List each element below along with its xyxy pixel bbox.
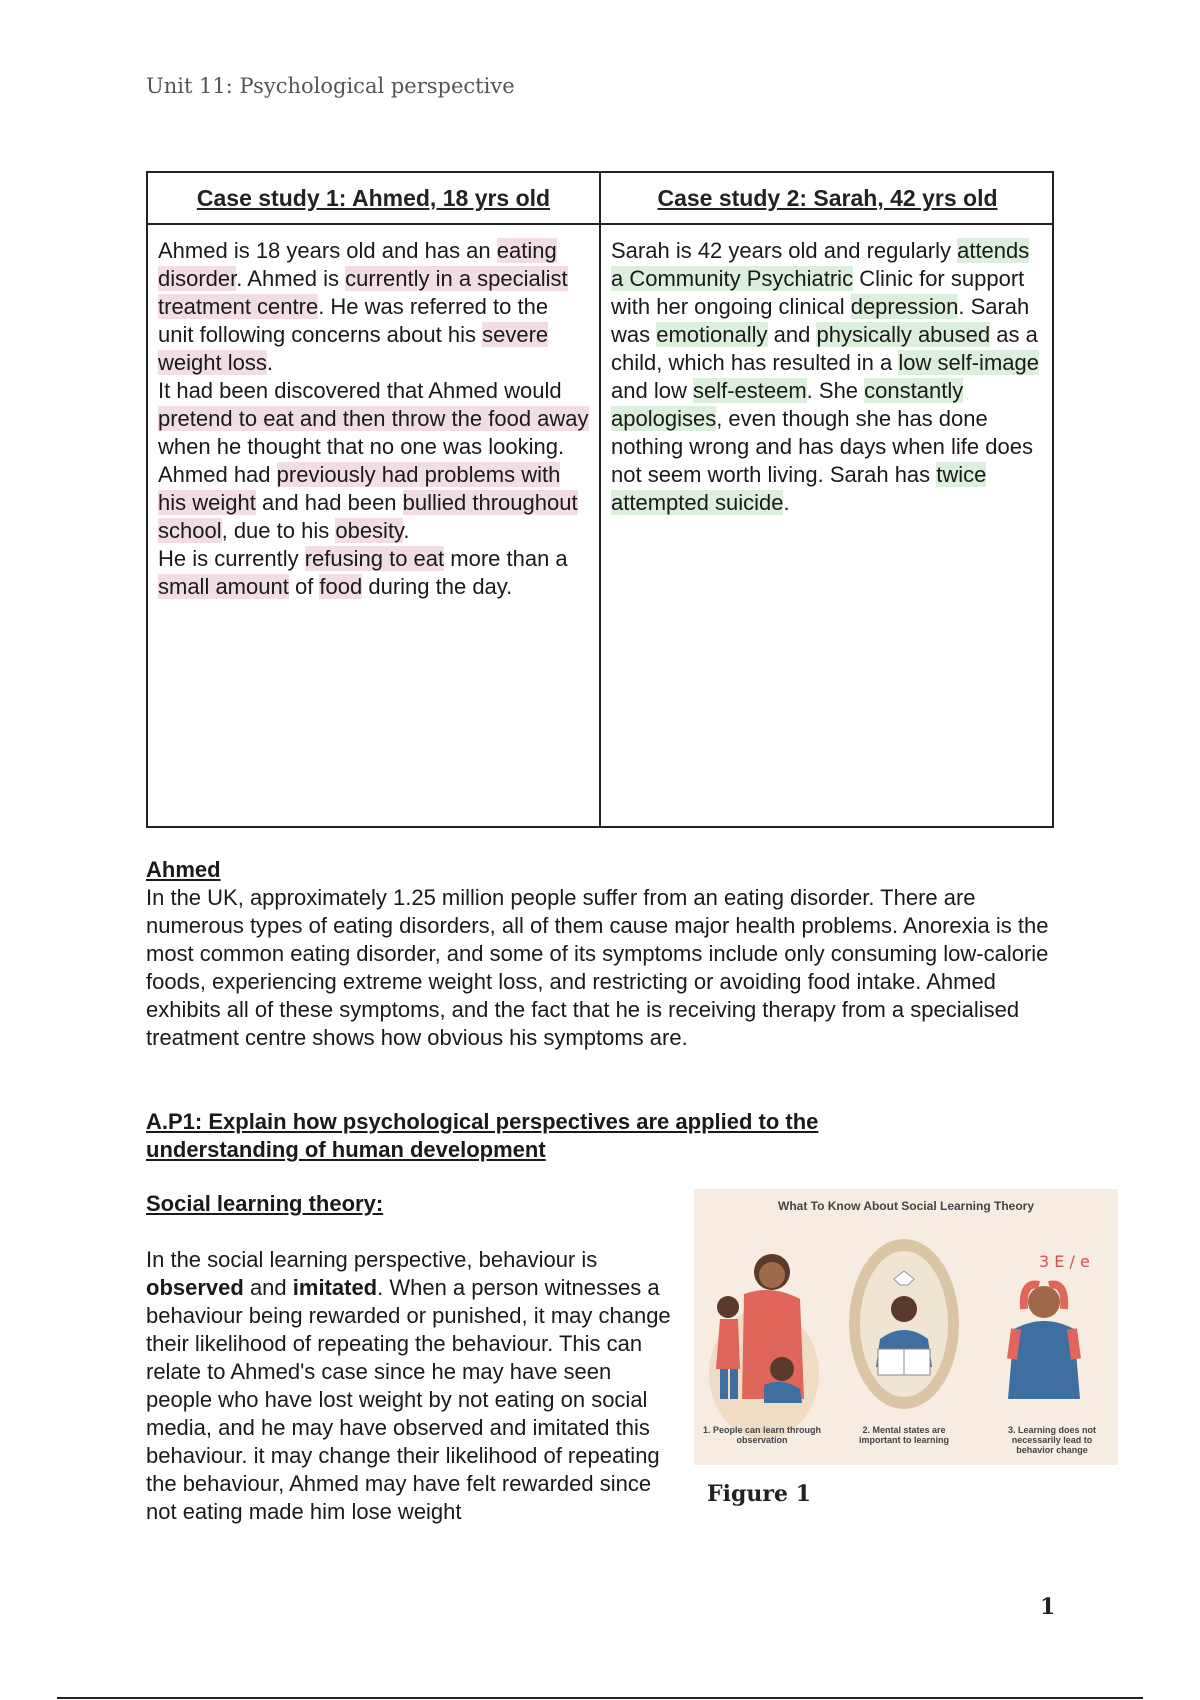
highlighted-phrase: obesity — [335, 518, 404, 543]
text-run: , even though she has done nothing wrong and has days when life does not seem worth living. Sarah has — [611, 406, 1033, 487]
case-study-table — [146, 171, 1054, 828]
figure-illustration — [694, 1189, 1118, 1465]
imitated-word: imitated — [292, 1275, 378, 1300]
page-number: 1 — [1040, 1594, 1056, 1620]
text-run: , due to his — [221, 518, 336, 543]
figure-title: What To Know About Social Learning Theory — [778, 1199, 1034, 1213]
text-run: . — [403, 518, 410, 543]
highlighted-phrase: attends a Community Psychiatric — [611, 238, 1030, 291]
highlighted-phrase: pretend to eat and then throw the food away — [158, 406, 589, 431]
text-run: . — [783, 490, 790, 515]
highlighted-phrase: self-esteem — [692, 378, 807, 403]
page-header: Unit 11: Psychological perspective — [146, 74, 515, 98]
text-run: Ahmed is 18 years old and has an — [158, 238, 497, 263]
ahmed-paragraph: In the UK, approximately 1.25 million people suffer from an eating disorder. There are numerous types of eating disorders, all of them cause major health problems. Anorexia is the most common eating disorder, and some of its symptoms include only consuming low-calorie foods, experiencing extreme weight loss, and restricting or avoiding food intake. Ahmed exhibits all of these symptoms, and the fact that he is receiving therapy from a specialised treatment centre shows how obvious his symptoms are. — [146, 885, 1049, 1050]
text-run: . He was referred to the unit following concerns about his — [158, 294, 549, 347]
case1-body — [148, 225, 601, 826]
text-run: . She — [806, 378, 865, 403]
text-run: Clinic for support with her ongoing clinical — [611, 266, 1025, 319]
text-run: It had been discovered that Ahmed would — [158, 378, 562, 403]
social-learning-figure — [694, 1189, 1118, 1465]
highlighted-phrase: twice attempted suicide — [611, 462, 987, 515]
highlighted-phrase: previously had problems with his weight — [158, 462, 561, 515]
case2-body — [601, 225, 1054, 826]
figure-caption-3: 3. Learning does not necessarily lead to behavior change — [1007, 1425, 1096, 1455]
footer-divider — [57, 1697, 1143, 1699]
figure-label: Figure 1 — [707, 1481, 811, 1507]
figure-caption-2: 2. Mental states are important to learning — [859, 1425, 949, 1445]
text-run: He is currently — [158, 546, 305, 571]
highlighted-phrase: small amount — [158, 574, 289, 599]
svg-text:3 E / e: 3 E / e — [1039, 1252, 1090, 1271]
case1-heading: Case study 1: Ahmed, 18 yrs old — [148, 173, 601, 225]
text-run: Ahmed had — [158, 462, 277, 487]
observed-word: observed — [146, 1275, 244, 1300]
text-run: of — [288, 574, 320, 599]
highlighted-phrase: low self-image — [898, 350, 1039, 375]
text-run: . Sarah was — [611, 294, 1030, 347]
highlighted-phrase: severe weight loss — [158, 322, 549, 375]
slt-heading: Social learning theory: — [146, 1191, 384, 1216]
ap1-heading: A.P1: Explain how psychological perspectives are applied to the understanding of human development — [146, 1109, 819, 1162]
highlighted-phrase: eating disorder — [158, 238, 557, 291]
text-run: during the day. — [362, 574, 513, 599]
ahmed-heading: Ahmed — [146, 857, 221, 882]
highlighted-phrase: bullied throughout school — [158, 490, 578, 543]
text-run: as a child, which has resulted in a — [611, 322, 1038, 375]
highlighted-phrase: currently in a specialist treatment centre — [158, 266, 568, 319]
text-run: . — [266, 350, 273, 375]
slt-paragraph: In the social learning perspective, behaviour is observed and imitated. When a person witnesses a behaviour being rewarded or punished, it may change their likelihood of repeating the behaviour. This can relate to Ahmed's case since he may have seen people who have lost weight by not eating on social media, and he may have observed and imitated this behaviour. it may change their likelihood of repeating the behaviour, Ahmed may have felt rewarded since not eating made him lose weight — [146, 1247, 671, 1524]
text-run: and — [767, 322, 817, 347]
text-run: and had been — [255, 490, 403, 515]
highlighted-phrase: food — [319, 574, 363, 599]
highlighted-phrase: physically abused — [816, 322, 991, 347]
highlighted-phrase: refusing to eat — [304, 546, 445, 571]
highlighted-phrase: emotionally — [656, 322, 768, 347]
text-run: when he thought that no one was looking. — [158, 434, 565, 459]
case2-heading: Case study 2: Sarah, 42 yrs old — [601, 173, 1054, 225]
highlighted-phrase: constantly apologises — [611, 378, 964, 431]
text-run: and low — [611, 378, 693, 403]
text-run: more than a — [444, 546, 568, 571]
highlighted-phrase: depression — [850, 294, 959, 319]
text-run: . Ahmed is — [236, 266, 346, 291]
text-run: Sarah is 42 years old and regularly — [611, 238, 958, 263]
figure-caption-1: 1. People can learn through observation — [702, 1425, 822, 1445]
